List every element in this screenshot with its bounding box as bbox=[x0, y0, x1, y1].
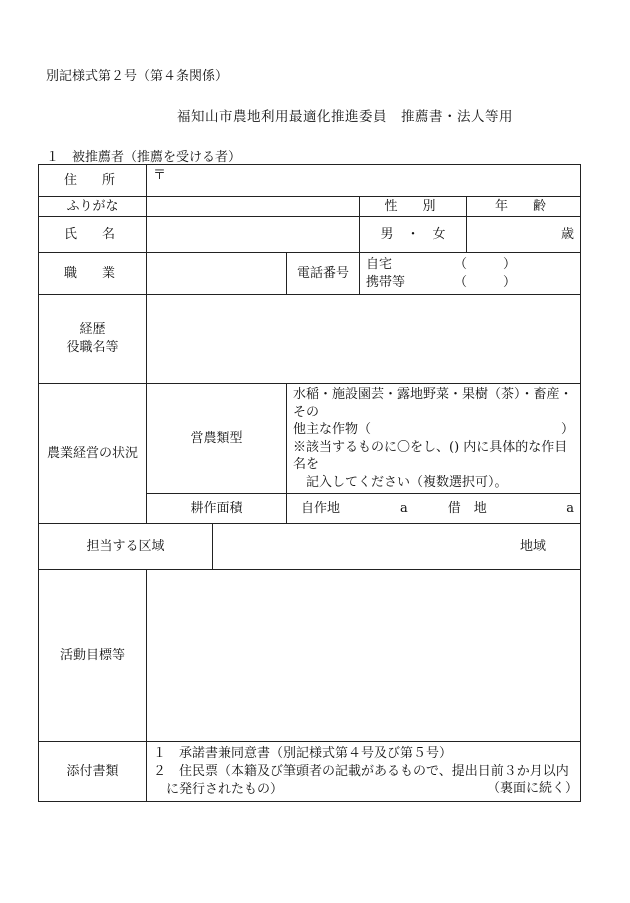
district-field[interactable] bbox=[213, 524, 581, 570]
form-id: 別記様式第２号（第４条関係） bbox=[46, 69, 229, 84]
rented-land-unit: a bbox=[566, 501, 574, 516]
attachment-item: ２ 住民票（本籍及び筆頭者の記載があるもので、提出日前３か月以内 bbox=[153, 764, 569, 779]
continued-note: （裏面に続く） bbox=[486, 781, 578, 796]
goals-label: 活動目標等 bbox=[39, 570, 147, 742]
attachments-label: 添付書類 bbox=[39, 742, 147, 802]
phone-home-label: 自宅 bbox=[366, 256, 393, 272]
address-field[interactable] bbox=[147, 165, 581, 197]
age-unit: 歳 bbox=[560, 226, 574, 242]
career-label: 経歴 役職名等 bbox=[39, 295, 147, 384]
phone-label: 電話番号 bbox=[287, 253, 360, 295]
address-row bbox=[39, 165, 581, 197]
gender-label: 性 別 bbox=[360, 197, 467, 217]
farm-status-label: 農業経営の状況 bbox=[39, 384, 147, 524]
farm-type-field[interactable]: 水稲・施設園芸・露地野菜・果樹（茶）・畜産・その 他主な作物（ ） ※該当するものに〇をし、() 内に具体的な作目名を 記入してください（複数選択可）。 bbox=[287, 384, 581, 494]
gender-options[interactable]: 男 ・ 女 bbox=[360, 217, 467, 253]
name-field[interactable] bbox=[147, 217, 360, 253]
farm-type-row bbox=[39, 384, 581, 494]
furigana-field[interactable] bbox=[147, 197, 360, 217]
goals-field[interactable] bbox=[147, 570, 581, 742]
phone-field[interactable] bbox=[360, 253, 581, 295]
own-land-unit: a bbox=[400, 501, 408, 516]
occupation-field[interactable] bbox=[147, 253, 287, 295]
recommendation-form-table bbox=[38, 164, 581, 802]
area-field[interactable] bbox=[287, 494, 581, 524]
address-label: 住 所 bbox=[39, 165, 147, 197]
age-field[interactable] bbox=[467, 217, 581, 253]
career-field[interactable] bbox=[147, 295, 581, 384]
furigana-row bbox=[39, 197, 581, 217]
goals-row bbox=[39, 570, 581, 742]
career-row bbox=[39, 295, 581, 384]
occupation-label: 職 業 bbox=[39, 253, 147, 295]
phone-mobile-line: 携帯等 （ ） bbox=[366, 274, 516, 290]
farm-type-label: 営農類型 bbox=[147, 384, 287, 494]
area-label: 耕作面積 bbox=[147, 494, 287, 524]
occupation-row bbox=[39, 253, 581, 295]
document-title: 福知山市農地利用最適化推進委員 推薦書・法人等用 bbox=[177, 109, 513, 125]
name-label: 氏 名 bbox=[39, 217, 147, 253]
furigana-label: ふりがな bbox=[39, 197, 147, 217]
age-label: 年 齢 bbox=[467, 197, 581, 217]
own-land-label: 自作地 bbox=[301, 501, 341, 516]
section-heading: １ 被推薦者（推薦を受ける者） bbox=[46, 150, 242, 165]
name-row bbox=[39, 217, 581, 253]
postal-mark: 〒 bbox=[153, 168, 167, 183]
district-row bbox=[39, 524, 581, 570]
attachment-item-continued: に発行されたもの） bbox=[166, 781, 284, 797]
attachment-item: １ 承諾書兼同意書（別記様式第４号及び第５号） bbox=[153, 746, 453, 762]
phone-mobile-label: 携帯等 bbox=[366, 274, 406, 290]
rented-land-label: 借 地 bbox=[447, 501, 487, 516]
district-suffix: 地域 bbox=[519, 539, 546, 554]
phone-home-line: 自宅 （ ） bbox=[366, 256, 516, 272]
district-label: 担当する区域 bbox=[39, 524, 213, 570]
